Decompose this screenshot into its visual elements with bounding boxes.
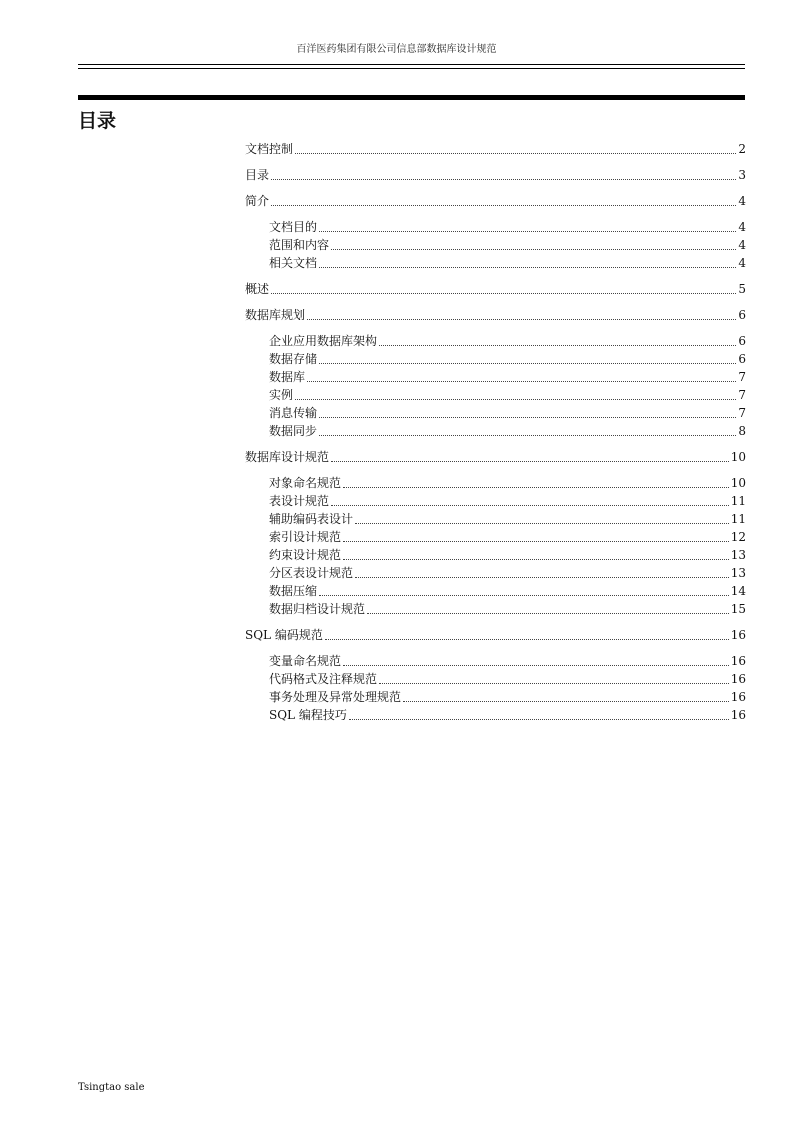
- toc-dot-leader: [319, 435, 736, 436]
- toc-entry[interactable]: [245, 528, 746, 546]
- toc-entry-title: 数据归档设计规范: [269, 602, 366, 616]
- toc-entry[interactable]: [245, 474, 746, 492]
- toc-entry-page: 16: [730, 654, 746, 668]
- page-header-title: 百洋医药集团有限公司信息部数据库设计规范: [296, 44, 497, 55]
- toc-entry-page: 6: [738, 334, 746, 348]
- toc-dot-leader: [343, 665, 729, 666]
- toc-dot-leader: [319, 595, 729, 596]
- toc-entry-page: 6: [738, 352, 746, 366]
- toc-entry-title: 对象命名规范: [269, 476, 342, 490]
- toc-entry[interactable]: [245, 510, 746, 528]
- toc-entry-page: 4: [738, 238, 746, 252]
- toc-entry-title: 表设计规范: [269, 494, 330, 508]
- toc-entry-title: 实例: [269, 388, 294, 402]
- toc-entry-page: 16: [730, 708, 746, 722]
- toc-entry-page: 3: [738, 168, 746, 182]
- toc-entry-page: 8: [738, 424, 746, 438]
- toc-entry-page: 16: [730, 690, 746, 704]
- toc-entry-page: 4: [738, 256, 746, 270]
- toc-entry-title: 代码格式及注释规范: [269, 672, 378, 686]
- toc-entry-title: 辅助编码表设计: [269, 512, 354, 526]
- toc-entry-title: 文档控制: [245, 142, 294, 156]
- toc-entry-page: 10: [730, 450, 746, 464]
- toc-entry-page: 14: [730, 584, 746, 598]
- toc-dot-leader: [271, 293, 736, 294]
- toc-entry-page: 7: [738, 388, 746, 402]
- toc-entry[interactable]: [245, 236, 746, 254]
- toc-dot-leader: [331, 505, 729, 506]
- toc-entry-title: 数据库设计规范: [245, 450, 330, 464]
- toc-entry[interactable]: [245, 254, 746, 272]
- toc-entry-page: 16: [730, 672, 746, 686]
- toc-dot-leader: [331, 249, 736, 250]
- toc-entry-title: 相关文档: [269, 256, 318, 270]
- toc-entry[interactable]: [245, 166, 746, 184]
- toc-entry[interactable]: [245, 422, 746, 440]
- toc-entry-title: 数据存储: [269, 352, 318, 366]
- toc-entry-page: 4: [738, 220, 746, 234]
- toc-entry-title: 事务处理及异常处理规范: [269, 690, 402, 704]
- toc-heading: 目录: [78, 110, 117, 132]
- page-footer: Tsingtao sale: [78, 1082, 145, 1093]
- toc-dot-leader: [355, 577, 729, 578]
- toc-dot-leader: [319, 363, 736, 364]
- header-rule-top: [78, 64, 745, 65]
- toc-entry[interactable]: [245, 688, 746, 706]
- toc-entry[interactable]: [245, 706, 746, 724]
- toc-entry[interactable]: [245, 448, 746, 466]
- toc-entry[interactable]: [245, 582, 746, 600]
- toc-dot-leader: [295, 399, 736, 400]
- toc-entry-page: 13: [730, 566, 746, 580]
- toc-entry[interactable]: [245, 350, 746, 368]
- toc-entry-page: 7: [738, 370, 746, 384]
- toc-dot-leader: [343, 559, 729, 560]
- toc-entry-title: SQL 编程技巧: [269, 708, 347, 722]
- toc-entry-page: 10: [730, 476, 746, 490]
- toc-entry-page: 13: [730, 548, 746, 562]
- table-of-contents: [245, 140, 746, 724]
- toc-dot-leader: [307, 319, 736, 320]
- toc-entry-page: 11: [730, 512, 746, 526]
- toc-entry-title: 文档目的: [269, 220, 318, 234]
- toc-entry-title: 企业应用数据库架构: [269, 334, 378, 348]
- toc-entry-title: 数据库: [269, 370, 306, 384]
- toc-dot-leader: [349, 719, 729, 720]
- toc-dot-leader: [379, 683, 729, 684]
- toc-dot-leader: [343, 541, 729, 542]
- toc-dot-leader: [325, 639, 729, 640]
- toc-entry[interactable]: [245, 218, 746, 236]
- toc-entry-page: 5: [738, 282, 746, 296]
- toc-entry-page: 11: [730, 494, 746, 508]
- toc-dot-leader: [343, 487, 729, 488]
- toc-dot-leader: [319, 231, 736, 232]
- toc-entry[interactable]: [245, 280, 746, 298]
- toc-entry-page: 2: [738, 142, 746, 156]
- toc-entry[interactable]: [245, 492, 746, 510]
- toc-dot-leader: [355, 523, 729, 524]
- header-rule-bottom: [78, 68, 745, 69]
- toc-entry-title: 分区表设计规范: [269, 566, 354, 580]
- toc-entry-title: SQL 编码规范: [245, 628, 323, 642]
- toc-entry-title: 数据同步: [269, 424, 318, 438]
- toc-entry[interactable]: [245, 404, 746, 422]
- toc-dot-leader: [307, 381, 736, 382]
- toc-dot-leader: [331, 461, 729, 462]
- section-divider: [78, 95, 745, 100]
- toc-entry[interactable]: [245, 386, 746, 404]
- toc-entry-page: 15: [730, 602, 746, 616]
- toc-entry-page: 7: [738, 406, 746, 420]
- toc-dot-leader: [319, 417, 736, 418]
- toc-entry-title: 数据压缩: [269, 584, 318, 598]
- toc-entry[interactable]: [245, 670, 746, 688]
- toc-entry[interactable]: [245, 140, 746, 158]
- toc-entry-page: 12: [730, 530, 746, 544]
- toc-entry[interactable]: [245, 626, 746, 644]
- toc-entry[interactable]: [245, 546, 746, 564]
- toc-entry-title: 目录: [245, 168, 270, 182]
- toc-entry-title: 数据库规划: [245, 308, 306, 322]
- toc-entry-title: 范围和内容: [269, 238, 330, 252]
- toc-dot-leader: [319, 267, 736, 268]
- toc-entry[interactable]: [245, 306, 746, 324]
- toc-dot-leader: [295, 153, 736, 154]
- toc-entry-title: 约束设计规范: [269, 548, 342, 562]
- toc-entry-page: 16: [730, 628, 746, 642]
- toc-dot-leader: [379, 345, 736, 346]
- toc-entry-title: 简介: [245, 194, 270, 208]
- toc-entry-title: 索引设计规范: [269, 530, 342, 544]
- toc-entry[interactable]: [245, 332, 746, 350]
- toc-entry[interactable]: [245, 192, 746, 210]
- toc-entry[interactable]: [245, 564, 746, 582]
- toc-dot-leader: [403, 701, 729, 702]
- toc-entry-page: 6: [738, 308, 746, 322]
- toc-dot-leader: [271, 179, 736, 180]
- toc-entry[interactable]: [245, 368, 746, 386]
- toc-dot-leader: [367, 613, 729, 614]
- toc-entry[interactable]: [245, 652, 746, 670]
- toc-entry-title: 变量命名规范: [269, 654, 342, 668]
- toc-entry-title: 消息传输: [269, 406, 318, 420]
- toc-entry-title: 概述: [245, 282, 270, 296]
- toc-entry-page: 4: [738, 194, 746, 208]
- toc-dot-leader: [271, 205, 736, 206]
- toc-entry[interactable]: [245, 600, 746, 618]
